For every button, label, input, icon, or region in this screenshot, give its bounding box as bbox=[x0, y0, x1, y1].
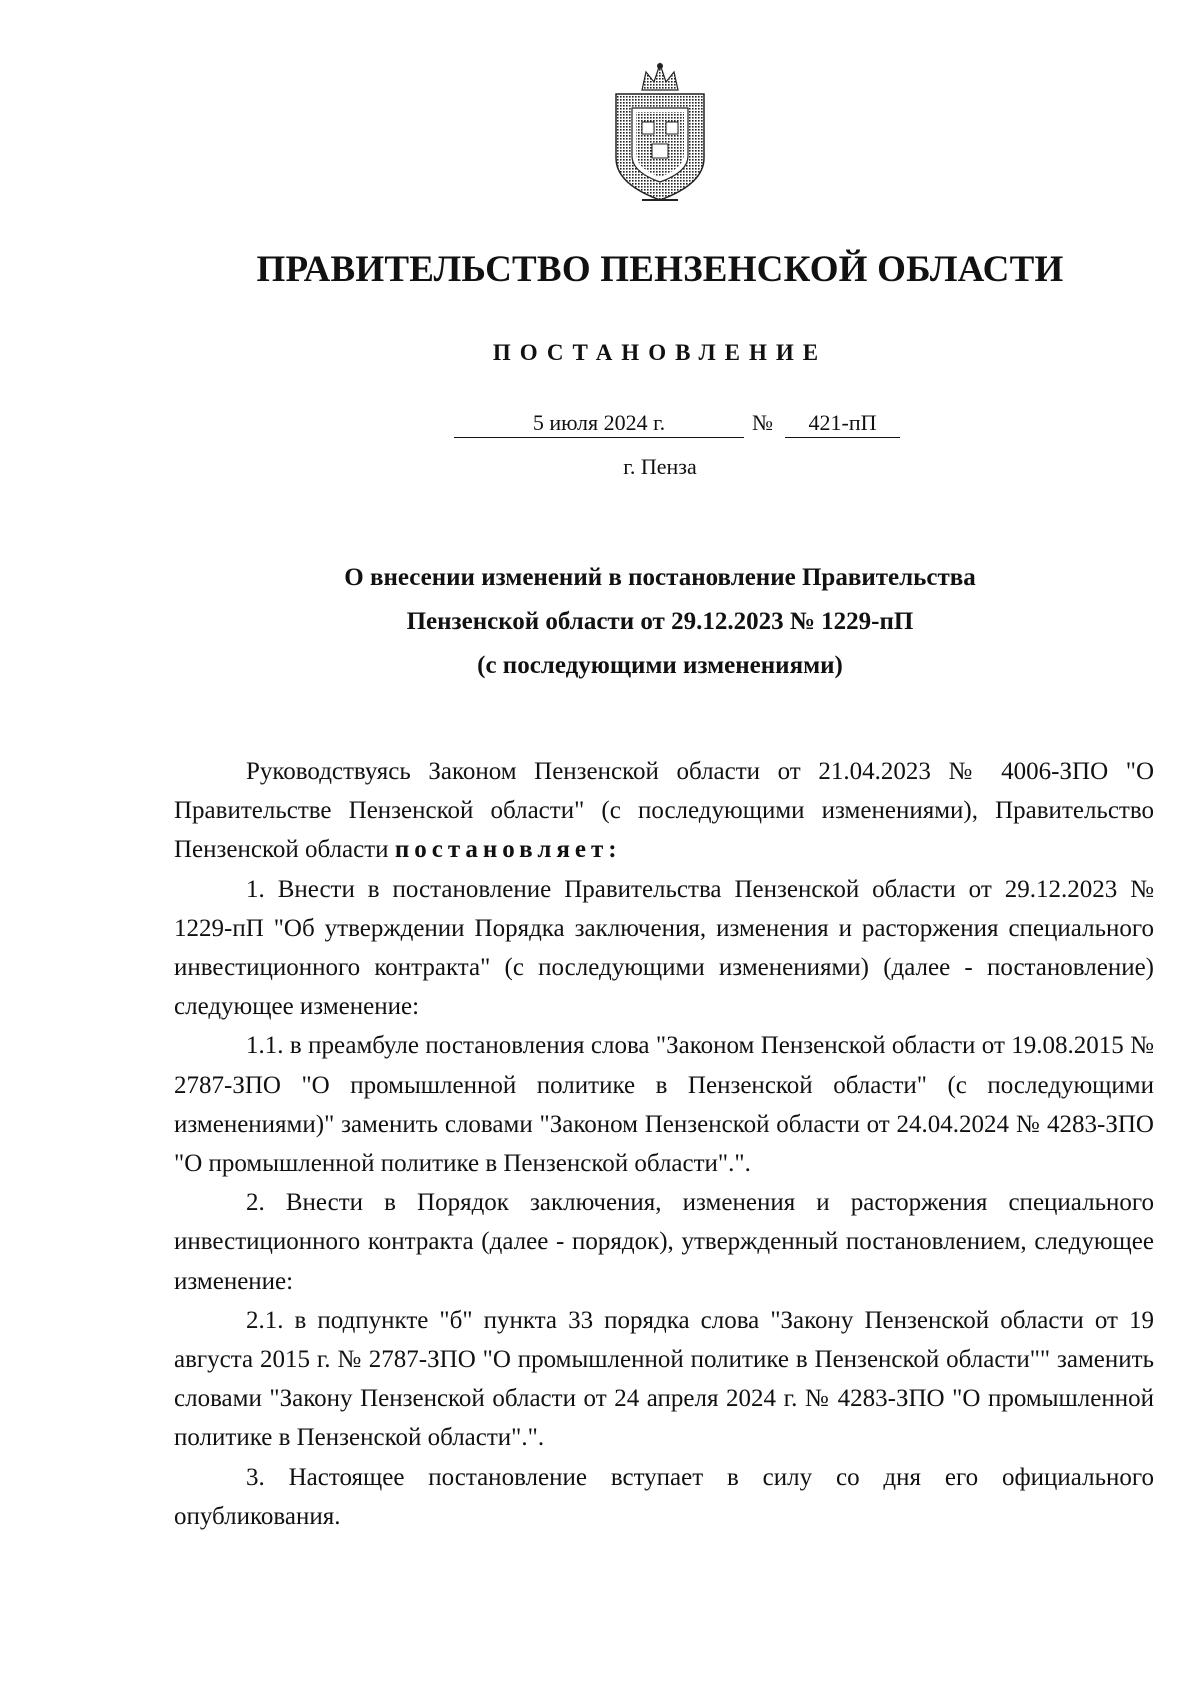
paragraph-1-1: 1.1. в преамбуле постановления слова "Законом Пензенской области от 19.08.2015 № 2787-ЗПО "О промышленной политике в Пензенской области" (с последующими изменениями)" заменить словами "Законом Пензенской области от 24.04.2024 № 4283-ЗПО "О промышленной политике в Пензенской области".". bbox=[174, 1032, 1154, 1178]
government-title: ПРАВИТЕЛЬСТВО ПЕНЗЕНСКОЙ ОБЛАСТИ bbox=[256, 249, 1064, 290]
document-subject bbox=[0, 556, 1200, 688]
preamble-text: Руководствуясь Законом Пензенской области от 21.04.2023 № 4006-ЗПО "О Правительстве Пензенской области" (с последующими изменениями), Правительство Пензенской области bbox=[174, 758, 1154, 864]
city: г. Пенза bbox=[623, 454, 697, 479]
decree-word: постановляет: bbox=[394, 836, 622, 864]
paragraph-1: 1. Внести в постановление Правительства Пензенской области от 29.12.2023 № 1229-пП "Об утверждении Порядка заключения, изменения и расторжения специального инвестиционного контракта" (с последующими изменениями) (далее - постановление) следующее изменение: bbox=[174, 875, 1154, 1021]
coat-of-arms-emblem bbox=[602, 60, 718, 210]
document-body bbox=[174, 752, 1154, 1536]
document-date: 5 июля 2024 г. bbox=[454, 410, 744, 438]
document-type: ПОСТАНОВЛЕНИЕ bbox=[492, 340, 828, 365]
number-sign: № bbox=[752, 410, 773, 435]
subject-line-3: (с последующими изменениями) bbox=[477, 652, 843, 679]
document-number: 421-пП bbox=[785, 410, 900, 438]
subject-line-1: О внесении изменений в постановление Правительства bbox=[344, 564, 976, 591]
subject-line-2: Пензенской области от 29.12.2023 № 1229-пП bbox=[406, 608, 914, 635]
paragraph-2: 2. Внести в Порядок заключения, изменения и расторжения специального инвестиционного контракта (далее - порядок), утвержденный постановлением, следующее изменение: bbox=[174, 1189, 1154, 1295]
paragraph-3: 3. Настоящее постановление вступает в силу со дня его официального опубликования. bbox=[174, 1463, 1154, 1530]
paragraph-2-1: 2.1. в подпункте "б" пункта 33 порядка слова "Закону Пензенской области от 19 августа 2015 г. № 2787-ЗПО "О промышленной политике в Пензенской области"" заменить словами "Закону Пензенской области от 24 апреля 2024 г. № 4283-ЗПО "О промышленной политике в Пензенской области".". bbox=[174, 1306, 1154, 1452]
preamble-paragraph bbox=[174, 752, 1154, 870]
